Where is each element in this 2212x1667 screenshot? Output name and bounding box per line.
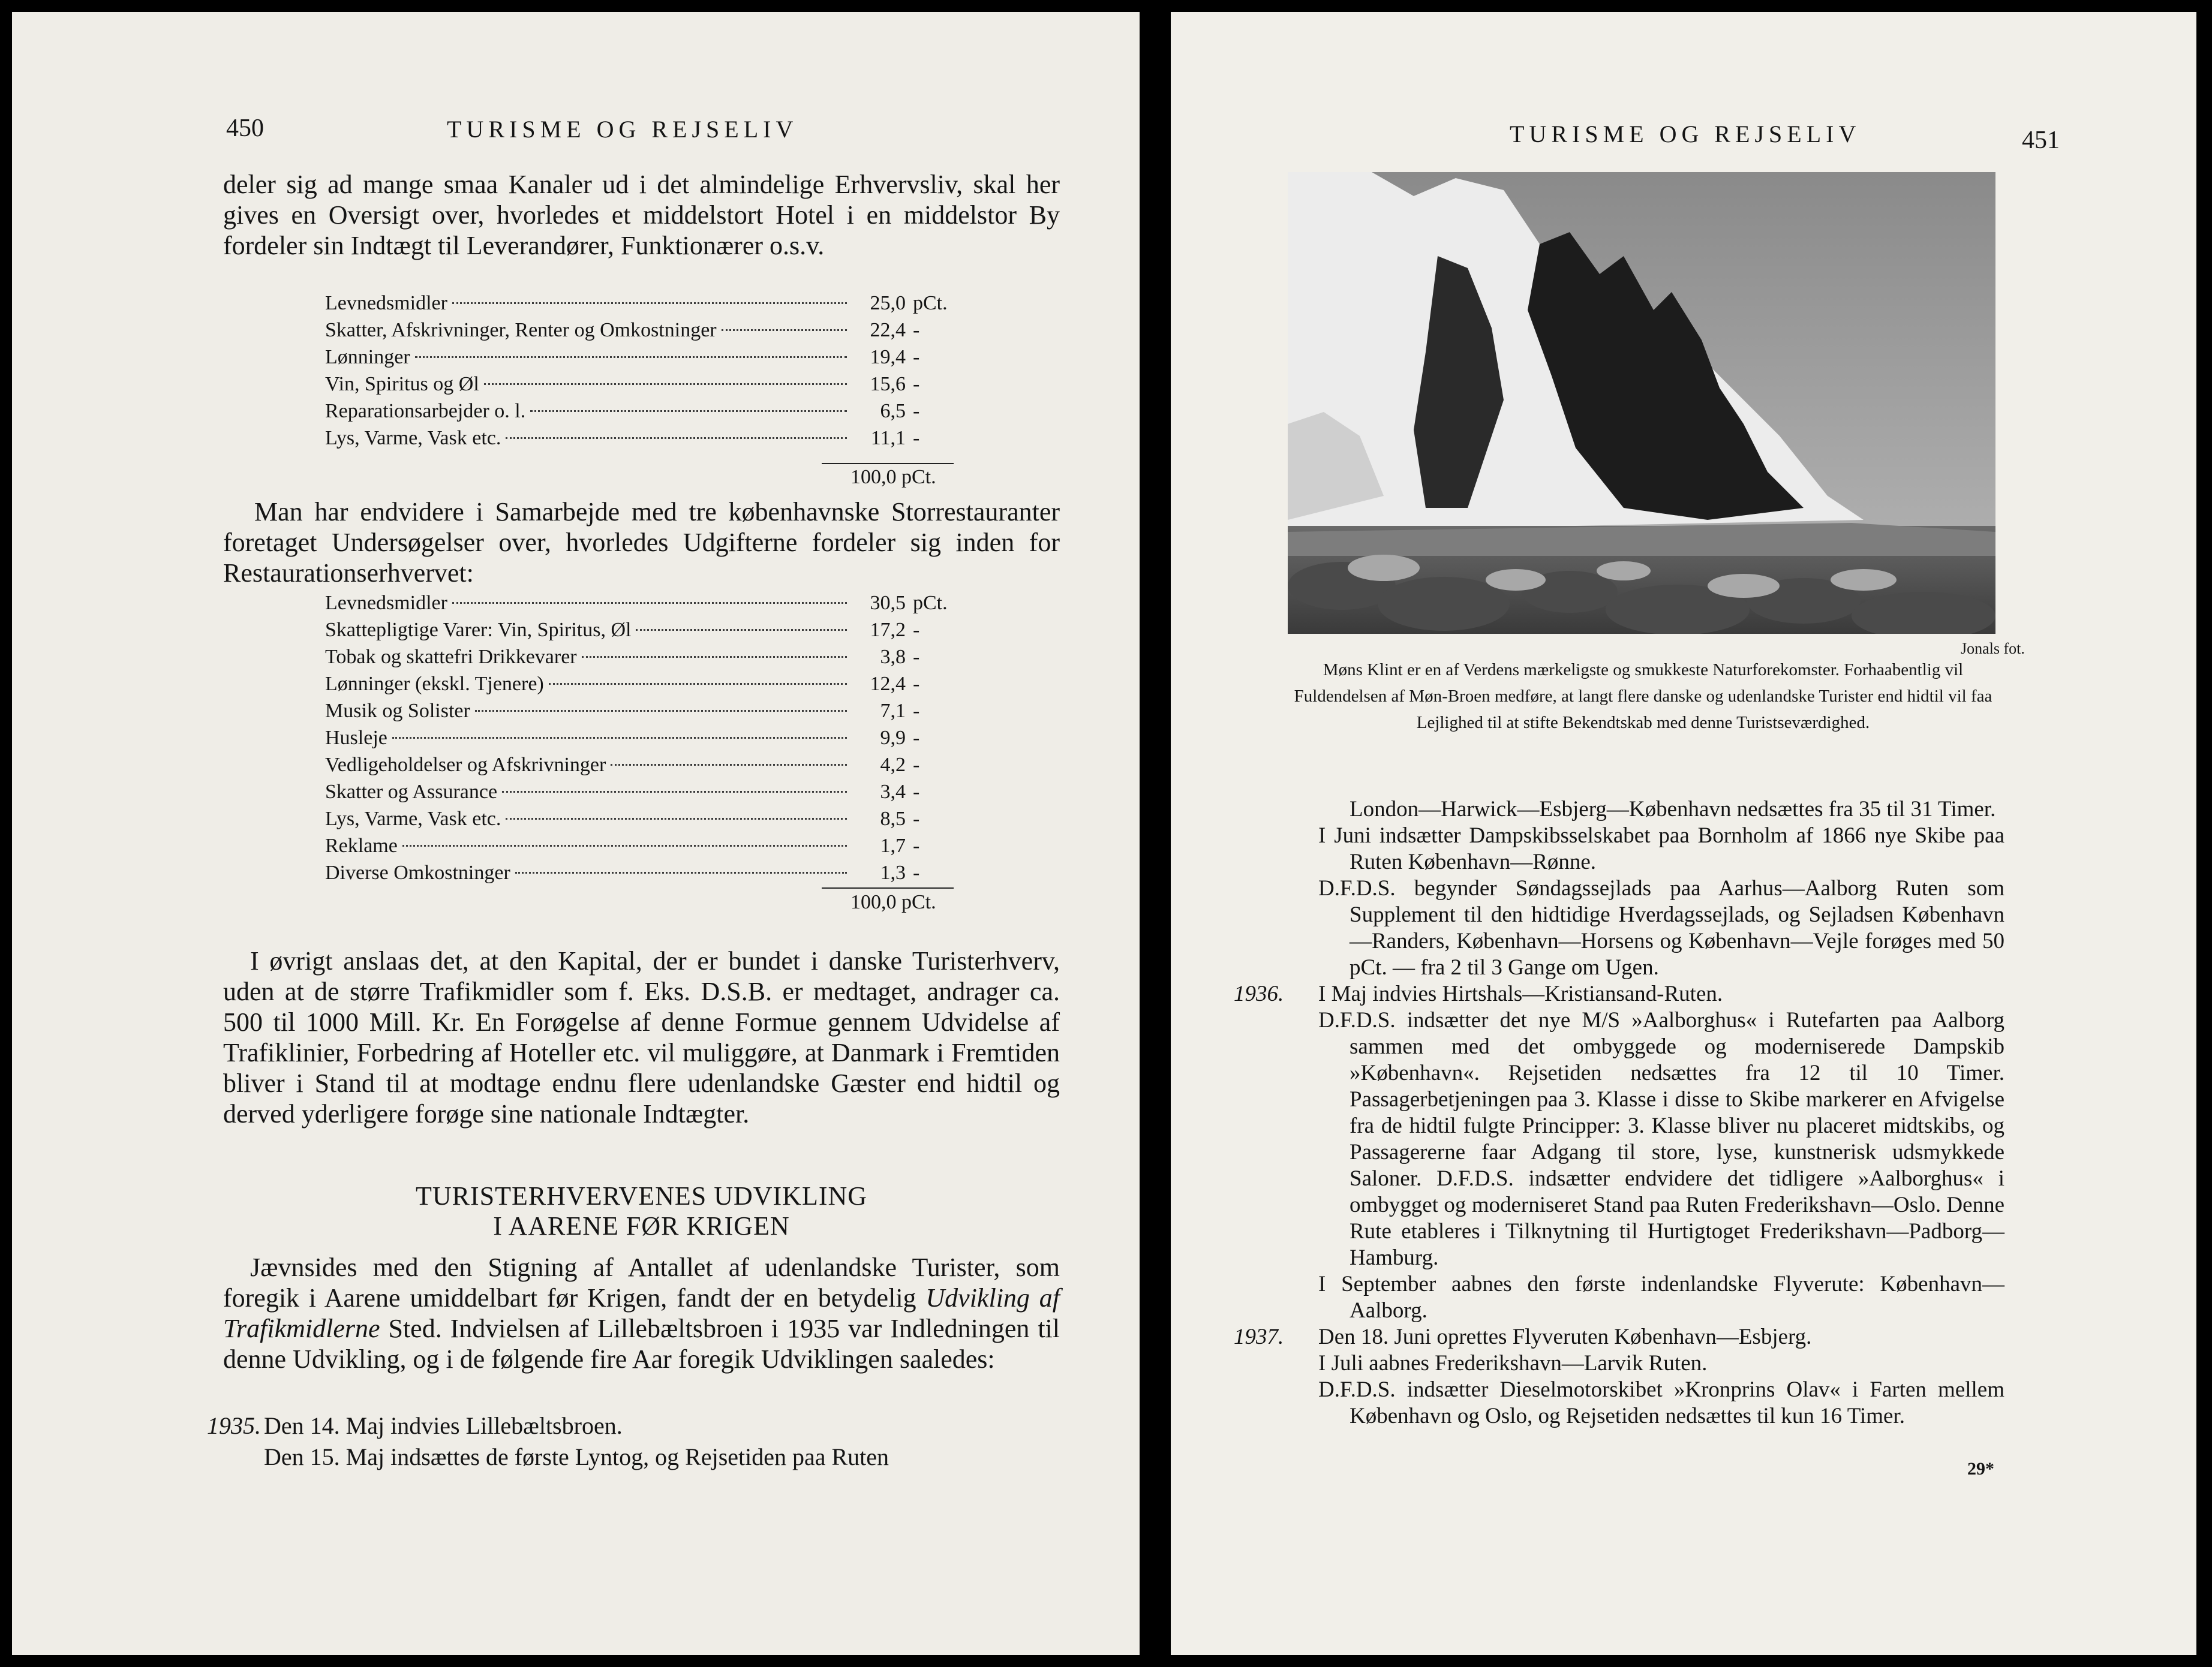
table-row xyxy=(325,832,979,859)
row-unit: - xyxy=(913,862,920,884)
row-value: 11,1 xyxy=(870,427,906,449)
row-label: Levnedsmidler xyxy=(325,592,447,614)
dot-leader xyxy=(611,764,847,766)
chronology-entry xyxy=(1288,875,2004,981)
section-heading xyxy=(223,1181,1060,1241)
row-unit: - xyxy=(913,727,920,749)
row-label: Levnedsmidler xyxy=(325,292,447,314)
dot-leader xyxy=(502,791,847,793)
right-page xyxy=(1171,12,2196,1655)
row-value: 4,2 xyxy=(880,754,906,776)
row-value: 12,4 xyxy=(870,673,906,695)
table-row xyxy=(325,805,979,832)
dot-leader xyxy=(582,656,847,658)
row-unit: - xyxy=(913,673,920,695)
intro-paragraph: deler sig ad mange smaa Kanaler ud i det almindelige Erhvervsliv, skal her gives en Oversigt over, hvorledes et middelstort Hotel i en middelstor By fordeler sin Indtægt til Leverandører, Funktionærer o.s.v. xyxy=(223,170,1060,260)
running-head: TURISME OG REJSELIV xyxy=(447,116,798,143)
table-row xyxy=(325,697,979,724)
total-rule xyxy=(822,887,954,889)
row-label: Tobak og skattefri Drikkevarer xyxy=(325,646,577,668)
chronology-entry xyxy=(1288,1350,2004,1377)
photo-credit: Jonals fot. xyxy=(1961,640,2025,657)
dot-leader xyxy=(722,329,847,331)
row-unit: - xyxy=(913,346,920,368)
chronology-entry xyxy=(1234,1324,2004,1350)
row-value: 19,4 xyxy=(870,346,906,368)
row-value: 3,8 xyxy=(880,646,906,668)
row-label: Reklame xyxy=(325,835,398,857)
row-value: 6,5 xyxy=(880,400,906,422)
left-page xyxy=(12,12,1140,1655)
chronology-text: Den 15. Maj indsættes de første Lyntog, og Rejsetiden paa Ruten xyxy=(264,1443,889,1470)
row-value: 15,6 xyxy=(870,373,906,395)
chronology-list xyxy=(1234,796,2004,1430)
row-label: Vin, Spiritus og Øl xyxy=(325,373,479,395)
chronology-entry xyxy=(1234,981,2004,1007)
chronology-text: I Maj indvies Hirtshals—Kristiansand-Ruten. xyxy=(1318,982,1723,1006)
row-label: Lønninger (ekskl. Tjenere) xyxy=(325,673,544,695)
table-row xyxy=(325,371,979,398)
row-value: 9,9 xyxy=(880,727,906,749)
row-unit: - xyxy=(913,427,920,449)
section-paragraph-text: Jævnsides med den Stigning af Antallet af udenlandske Turister, som foregik i Aarene umiddelbart før Krigen, fandt der en betydelig xyxy=(223,1253,1060,1313)
page-number: 450 xyxy=(226,115,264,142)
row-value: 3,4 xyxy=(880,781,906,803)
dot-leader xyxy=(515,872,847,874)
page-number: 451 xyxy=(2022,127,2060,154)
row-label: Lys, Varme, Vask etc. xyxy=(325,808,501,830)
row-unit: - xyxy=(913,835,920,857)
table-row xyxy=(325,616,979,643)
row-label: Skatter og Assurance xyxy=(325,781,498,803)
row-unit: - xyxy=(913,754,920,776)
chronology-entry xyxy=(1288,1377,2004,1430)
hotel-income-table xyxy=(325,290,979,452)
table-row xyxy=(325,859,979,886)
chronology-text: London—Harwick—Esbjerg—København nedsættes fra 35 til 31 Timer. xyxy=(1350,797,1996,822)
dot-leader xyxy=(636,629,847,631)
restaurant-expense-table xyxy=(325,589,979,886)
row-label: Musik og Solister xyxy=(325,700,470,722)
table-row xyxy=(325,589,979,616)
row-value: 7,1 xyxy=(880,700,906,722)
row-value: 25,0 xyxy=(870,292,906,314)
signature-mark: 29* xyxy=(1967,1459,1994,1479)
chronology-text: Den 18. Juni oprettes Flyveruten København—Esbjerg. xyxy=(1318,1325,1812,1349)
running-head: TURISME OG REJSELIV xyxy=(1510,121,1861,148)
row-value: 30,5 xyxy=(870,592,906,614)
row-label: Skattepligtige Varer: Vin, Spiritus, Øl xyxy=(325,619,632,641)
chronology-text: I Juni indsætter Dampskibsselskabet paa Bornholm af 1866 nye Skibe paa Ruten København—Rønne. xyxy=(1318,823,2004,874)
table-row xyxy=(325,670,979,697)
row-value: 17,2 xyxy=(870,619,906,641)
hotel-total: 100,0 pCt. xyxy=(850,466,936,488)
section-heading-line2: I AARENE FØR KRIGEN xyxy=(493,1211,790,1241)
chronology-entry xyxy=(1288,823,2004,875)
table-row xyxy=(325,317,979,344)
chronology-entry xyxy=(1288,1007,2004,1271)
cliff-photograph xyxy=(1288,172,1995,634)
row-unit: - xyxy=(913,400,920,422)
dot-leader xyxy=(475,710,847,712)
capital-paragraph: I øvrigt anslaas det, at den Kapital, der er bundet i danske Turisterhverv, uden at de større Trafikmidler som f. Eks. D.S.B. er medtaget, andrager ca. 500 til 1000 Mill. Kr. En Forøgelse af denne Formue gennem Udvidelse af Trafiklinier, Forbedring af Hoteller etc. vil muliggøre, at Danmark i Fremtiden bliver i Stand til at modtage endnu flere udenlandske Gæster end hidtil og derved yderligere forøge sine nationale Indtægter. xyxy=(223,946,1060,1129)
row-unit: - xyxy=(913,373,920,395)
chronology-entry xyxy=(1288,796,2004,823)
dot-leader xyxy=(549,683,847,685)
dot-leader xyxy=(415,356,847,358)
restaurant-total: 100,0 pCt. xyxy=(850,891,936,913)
row-label: Skatter, Afskrivninger, Renter og Omkostninger xyxy=(325,319,717,341)
chronology-list xyxy=(207,1410,1059,1473)
table-row xyxy=(325,398,979,425)
dot-leader xyxy=(484,383,847,385)
section-heading-line1: TURISTERHVERVENES UDVIKLING xyxy=(415,1181,868,1211)
row-value: 1,7 xyxy=(880,835,906,857)
table-row xyxy=(325,425,979,452)
row-value: 1,3 xyxy=(880,862,906,884)
row-label: Husleje xyxy=(325,727,387,749)
chronology-entry xyxy=(264,1442,1059,1473)
row-unit: - xyxy=(913,808,920,830)
chronology-text: I Juli aabnes Frederikshavn—Larvik Ruten. xyxy=(1318,1351,1708,1376)
chronology-year: 1937. xyxy=(1234,1325,1284,1349)
section-paragraph-text: Sted. Indvielsen af Lillebæltsbroen i 1935 var Indledningen til denne Udvikling, og i de følgende fire Aar foregik Udviklingen saaledes: xyxy=(223,1314,1060,1374)
row-label: Vedligeholdelser og Afskrivninger xyxy=(325,754,606,776)
dot-leader xyxy=(452,602,847,604)
chronology-text: D.F.D.S. begynder Søndagssejlads paa Aarhus—Aalborg Ruten som Supplement til den hidtidige Hverdagssejlads, og Sejladsen København—Randers, København—Horsens og København—Vejle forøges med 50 pCt. — fra 2 til 3 Gange om Ugen. xyxy=(1318,876,2004,980)
chronology-entry xyxy=(1288,1271,2004,1324)
table-row xyxy=(325,751,979,778)
table-row xyxy=(325,643,979,670)
row-value: 22,4 xyxy=(870,319,906,341)
chronology-year: 1936. xyxy=(1234,982,1284,1006)
table-row xyxy=(325,724,979,751)
section-paragraph-emphasis: Udvikling af Trafikmidlerne xyxy=(223,1283,1060,1343)
section-paragraph xyxy=(223,1252,1060,1374)
row-unit: - xyxy=(913,319,920,341)
table-row xyxy=(325,778,979,805)
chronology-entry xyxy=(207,1410,1059,1442)
total-rule xyxy=(822,463,954,464)
row-label: Reparationsarbejder o. l. xyxy=(325,400,526,422)
chronology-text: D.F.D.S. indsætter Dieselmotorskibet »Kronprins Olav« i Farten mellem København og Oslo, og Rejsetiden nedsættes til kun 16 Timer. xyxy=(1318,1377,2004,1428)
chronology-year: 1935. xyxy=(207,1412,261,1439)
row-unit: - xyxy=(913,781,920,803)
chronology-text: I September aabnes den første indenlandske Flyverute: København—Aalborg. xyxy=(1318,1272,2004,1323)
chronology-text: Den 14. Maj indvies Lillebæltsbroen. xyxy=(264,1412,623,1439)
row-unit: - xyxy=(913,619,920,641)
dot-leader xyxy=(402,845,847,847)
row-label: Lys, Varme, Vask etc. xyxy=(325,427,501,449)
dot-leader xyxy=(506,437,847,439)
row-label: Lønninger xyxy=(325,346,410,368)
table-row xyxy=(325,344,979,371)
row-label: Diverse Omkostninger xyxy=(325,862,510,884)
dot-leader xyxy=(392,737,847,739)
dot-leader xyxy=(530,410,847,412)
photo-caption: Møns Klint er en af Verdens mærkeligste og smukkeste Naturforekomster. Forhaabentlig vil Fuldendelsen af Møn-Broen medføre, at langt flere danske og udenlandske Turister end hidtil vil faa Lejlighed til at stifte Bekendtskab med denne Turistseværdighed. xyxy=(1294,660,1992,732)
row-unit: - xyxy=(913,700,920,722)
dot-leader xyxy=(506,818,847,820)
row-unit: pCt. xyxy=(913,592,948,614)
dot-leader xyxy=(452,302,847,304)
cliff-photo-image xyxy=(1288,172,1995,634)
row-unit: pCt. xyxy=(913,292,948,314)
chronology-text: D.F.D.S. indsætter det nye M/S »Aalborghus« i Rutefarten paa Aalborg sammen med det ombyggede og moderniserede Dampskib »København«. Rejsetiden nedsættes fra 12 til 10 Timer. Passagerbetjeningen paa 3. Klasse i disse to Skibe markerer en Afvigelse fra de hidtil fulgte Principper: 3. Klasse bliver nu placeret midtskibs, og Passagererne faar Adgang til store, lyse, kunstnerisk udsmykkede Saloner. D.F.D.S. indsætter endvidere det tidligere »Aalborghus« i ombygget og moderniseret Stand paa Ruten Frederikshavn—Oslo. Denne Rute etableres i Tilknytning til Hurtigtoget Frederikshavn—Padborg—Hamburg. xyxy=(1318,1008,2004,1270)
table-row xyxy=(325,290,979,317)
restaurant-paragraph: Man har endvidere i Samarbejde med tre københavnske Storrestauranter foretaget Undersøgelser over, hvorledes Udgifterne fordeler sig inden for Restaurationserhvervet: xyxy=(223,497,1060,588)
row-unit: - xyxy=(913,646,920,668)
row-value: 8,5 xyxy=(880,808,906,830)
